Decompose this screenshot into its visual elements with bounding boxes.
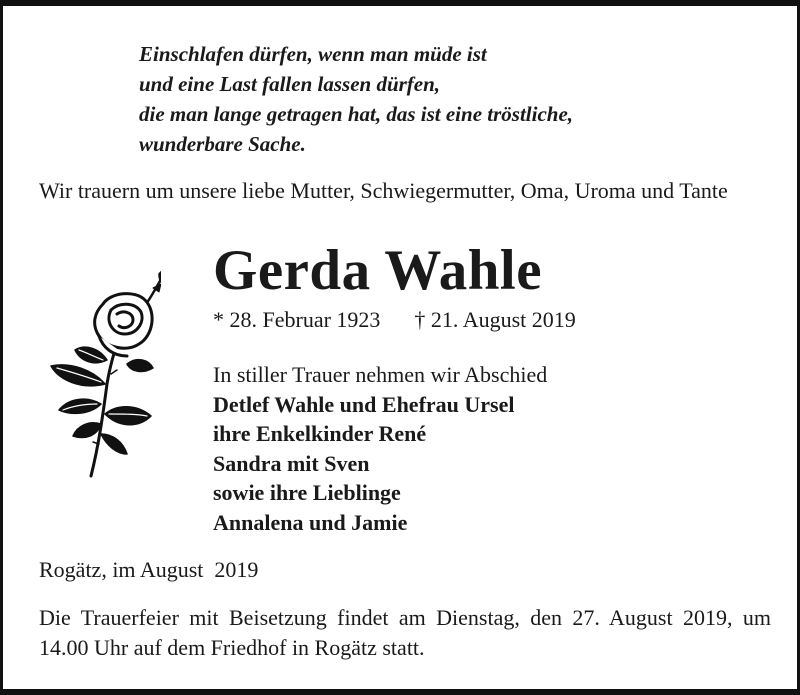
poem-line: und eine Last fallen lassen dürfen, <box>139 72 441 96</box>
poem-line: wunderbare Sache. <box>139 132 306 156</box>
mourner-line: sowie ihre Lieblinge <box>213 480 401 505</box>
mourner-line: Detlef Wahle und Ehefrau Ursel <box>213 391 515 417</box>
place-date: Rogätz, im August 2019 <box>39 557 259 582</box>
life-dates <box>213 305 576 334</box>
poem-line: Einschlafen dürfen, wenn man müde ist <box>139 42 487 66</box>
mourners-heading: In stiller Trauer nehmen wir Abschied <box>213 362 548 387</box>
death-date: † 21. August 2019 <box>414 307 576 332</box>
poem-line: die man lange getragen hat, das ist eine tröstliche, <box>139 102 574 126</box>
rose-icon <box>41 264 161 482</box>
mourner-line: Annalena und Jamie <box>213 509 408 535</box>
poem <box>139 39 573 159</box>
mourner-line: ihre Enkelkinder René <box>213 421 427 446</box>
birth-date: * 28. Februar 1923 <box>213 307 381 332</box>
deceased-name: Gerda Wahle <box>213 239 543 302</box>
funeral-info: Die Trauerfeier mit Beisetzung findet am Dienstag, den 27. August 2019, um 14.00 Uhr auf dem Friedhof in Rogätz statt. <box>39 605 771 660</box>
mourners-block <box>213 360 547 537</box>
mourner-line: Sandra mit Sven <box>213 450 370 476</box>
intro-text: Wir trauern um unsere liebe Mutter, Schwiegermutter, Oma, Uroma und Tante <box>39 178 728 203</box>
